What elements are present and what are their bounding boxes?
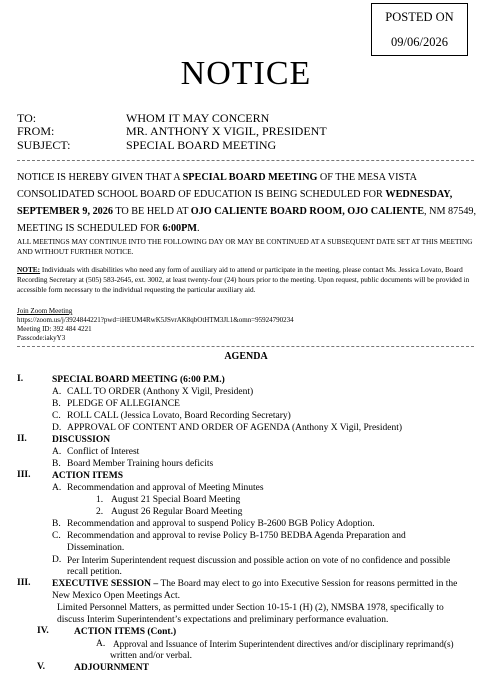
item-letter: C. [52,531,61,541]
executive-session-text: The Board may elect to go into Executive Session for reasons permitted in the [160,579,458,589]
section-title: ADJOURNMENT [74,663,149,673]
from-value: MR. ANTHONY X VIGIL, PRESIDENT [126,124,327,138]
item-letter: B. [52,519,61,529]
from-row [17,124,327,139]
section-title: DISCUSSION [52,435,111,445]
subject-label: SUBJECT: [17,138,71,152]
executive-session [52,578,457,590]
posted-on-box [371,3,468,56]
sub-item-number: 1. [96,495,104,505]
item-letter: A. [52,483,62,493]
item-letter: A. [52,387,62,397]
section-number: II. [17,434,27,444]
item-letter: B. [52,459,61,469]
zoom-join-link[interactable]: Join Zoom Meeting [17,307,73,315]
section-number: III. [17,578,31,588]
notice-meeting-type: SPECIAL BOARD MEETING [182,172,318,183]
sub-item-number: 2. [96,507,104,517]
ada-note [17,265,479,295]
zoom-meeting-id: Meeting ID: 392 484 4221 [17,325,92,333]
divider [17,346,474,347]
section-number: I. [17,374,24,384]
section-title: ACTION ITEMS [52,471,123,481]
notice-paragraph [17,169,479,237]
notice-time: 6:00PM [162,223,197,234]
section-number: IV. [37,626,49,636]
item-letter: C. [52,411,61,421]
continuation-notice: ALL MEETINGS MAY CONTINUE INTO THE FOLLOWING DAY OR MAY BE CONTINUED AT A SUBSEQUENT DATE SET AT THIS MEETING AND WITHOUT FURTHER NOTICE. [17,237,473,256]
agenda-item-continued: Dissemination. [67,543,125,553]
posted-on-date: 09/06/2026 [391,35,448,49]
from-label: FROM: [17,124,55,138]
notice-text: TO BE HELD AT [112,206,191,217]
executive-session-text: New Mexico Open Meetings Act. [52,591,180,601]
subject-row [17,138,277,153]
item-letter: B. [52,399,61,409]
item-letter: A. [96,639,106,649]
executive-session-text: Limited Personnel Matters, as permitted under Section 10-15-1 (H) (2), NMSBA 1978, specifically to [57,603,444,613]
notice-text: OF THE MESA VISTA CONSOLIDATED SCHOOL BOARD OF EDUCATION IS BEING SCHEDULED FOR [17,172,417,200]
agenda-item: Per Interim Superintendent request discussion and possible action on vote of no confidence and possible [67,555,451,565]
sub-item: August 21 Special Board Meeting [111,495,241,505]
section-title: SPECIAL BOARD MEETING (6:00 P.M.) [52,375,225,385]
zoom-url[interactable]: https://zoom.us/j/3924844221?pwd=iHEUM4RwK5JSvrAK8qbOtHTM3Jl.1&omn=95924790234 [17,316,294,324]
notice-date: WEDNESDAY, SEPTEMBER 9, 2026 [17,189,453,217]
agenda-item: Board Member Training hours deficits [67,459,214,469]
agenda-item: Conflict of Interest [67,447,140,457]
page-title: NOTICE [180,55,312,92]
section-title: ACTION ITEMS (Cont.) [74,627,177,637]
zoom-info [17,307,294,343]
to-label: TO: [17,111,37,125]
agenda-item-continued: recall petition. [67,567,122,577]
notice-text: . [196,223,200,234]
agenda-item: CALL TO ORDER (Anthony X Vigil, President) [67,387,254,397]
agenda-item: ROLL CALL (Jessica Lovato, Board Recording Secretary) [67,411,291,421]
section-title: EXECUTIVE SESSION – [52,579,161,589]
agenda-item-continued: written and/or verbal. [110,651,193,661]
to-value: WHOM IT MAY CONCERN [126,111,270,125]
agenda-title: AGENDA [224,351,268,362]
item-letter: D. [52,555,62,565]
notice-text: NOTICE IS HEREBY GIVEN THAT A [17,172,183,183]
section-number: V. [37,662,46,672]
posted-on-label: POSTED ON [385,10,454,24]
item-letter: D. [52,423,62,433]
executive-session-text: discuss Interim Superintendent’s expectations and preliminary performance evaluation. [57,615,389,625]
notice-text: , NM 87549, MEETING IS SCHEDULED FOR [17,206,477,234]
section-number: III. [17,470,31,480]
agenda-item: Recommendation and approval of Meeting Minutes [67,483,264,493]
agenda-item: Recommendation and approval to revise Policy B-1750 BEDBA Agenda Preparation and [67,531,406,541]
agenda-item: PLEDGE OF ALLEGIANCE [67,399,180,409]
agenda-item: Approval and Issuance of Interim Superintendent directives and/or disciplinary reprimand(s) [113,639,454,649]
notice-location: OJO CALIENTE BOARD ROOM, OJO CALIENTE [190,206,424,217]
ada-note-label: NOTE: [17,265,41,274]
ada-note-text: Individuals with disabilities who need any form of auxiliary aid to attend or participate in the meeting, please contact Ms. Jessica Lovato, Board Recording Secretary at (505) 583-2645, ext. 3002, at least twenty-four (24) hours prior to the meeting. Upon request, public documents will be provided in accessible form necessary to the individual requesting the particular auxiliary aid. [17,265,470,294]
zoom-passcode: Passcode:iakyY3 [17,334,66,342]
item-letter: A. [52,447,62,457]
subject-value: SPECIAL BOARD MEETING [126,138,277,152]
divider [17,160,474,161]
agenda-item: APPROVAL OF CONTENT AND ORDER OF AGENDA (Anthony X Vigil, President) [67,423,403,433]
agenda-item: Recommendation and approval to suspend Policy B-2600 BGB Policy Adoption. [67,519,375,529]
sub-item: August 26 Regular Board Meeting [111,507,243,517]
